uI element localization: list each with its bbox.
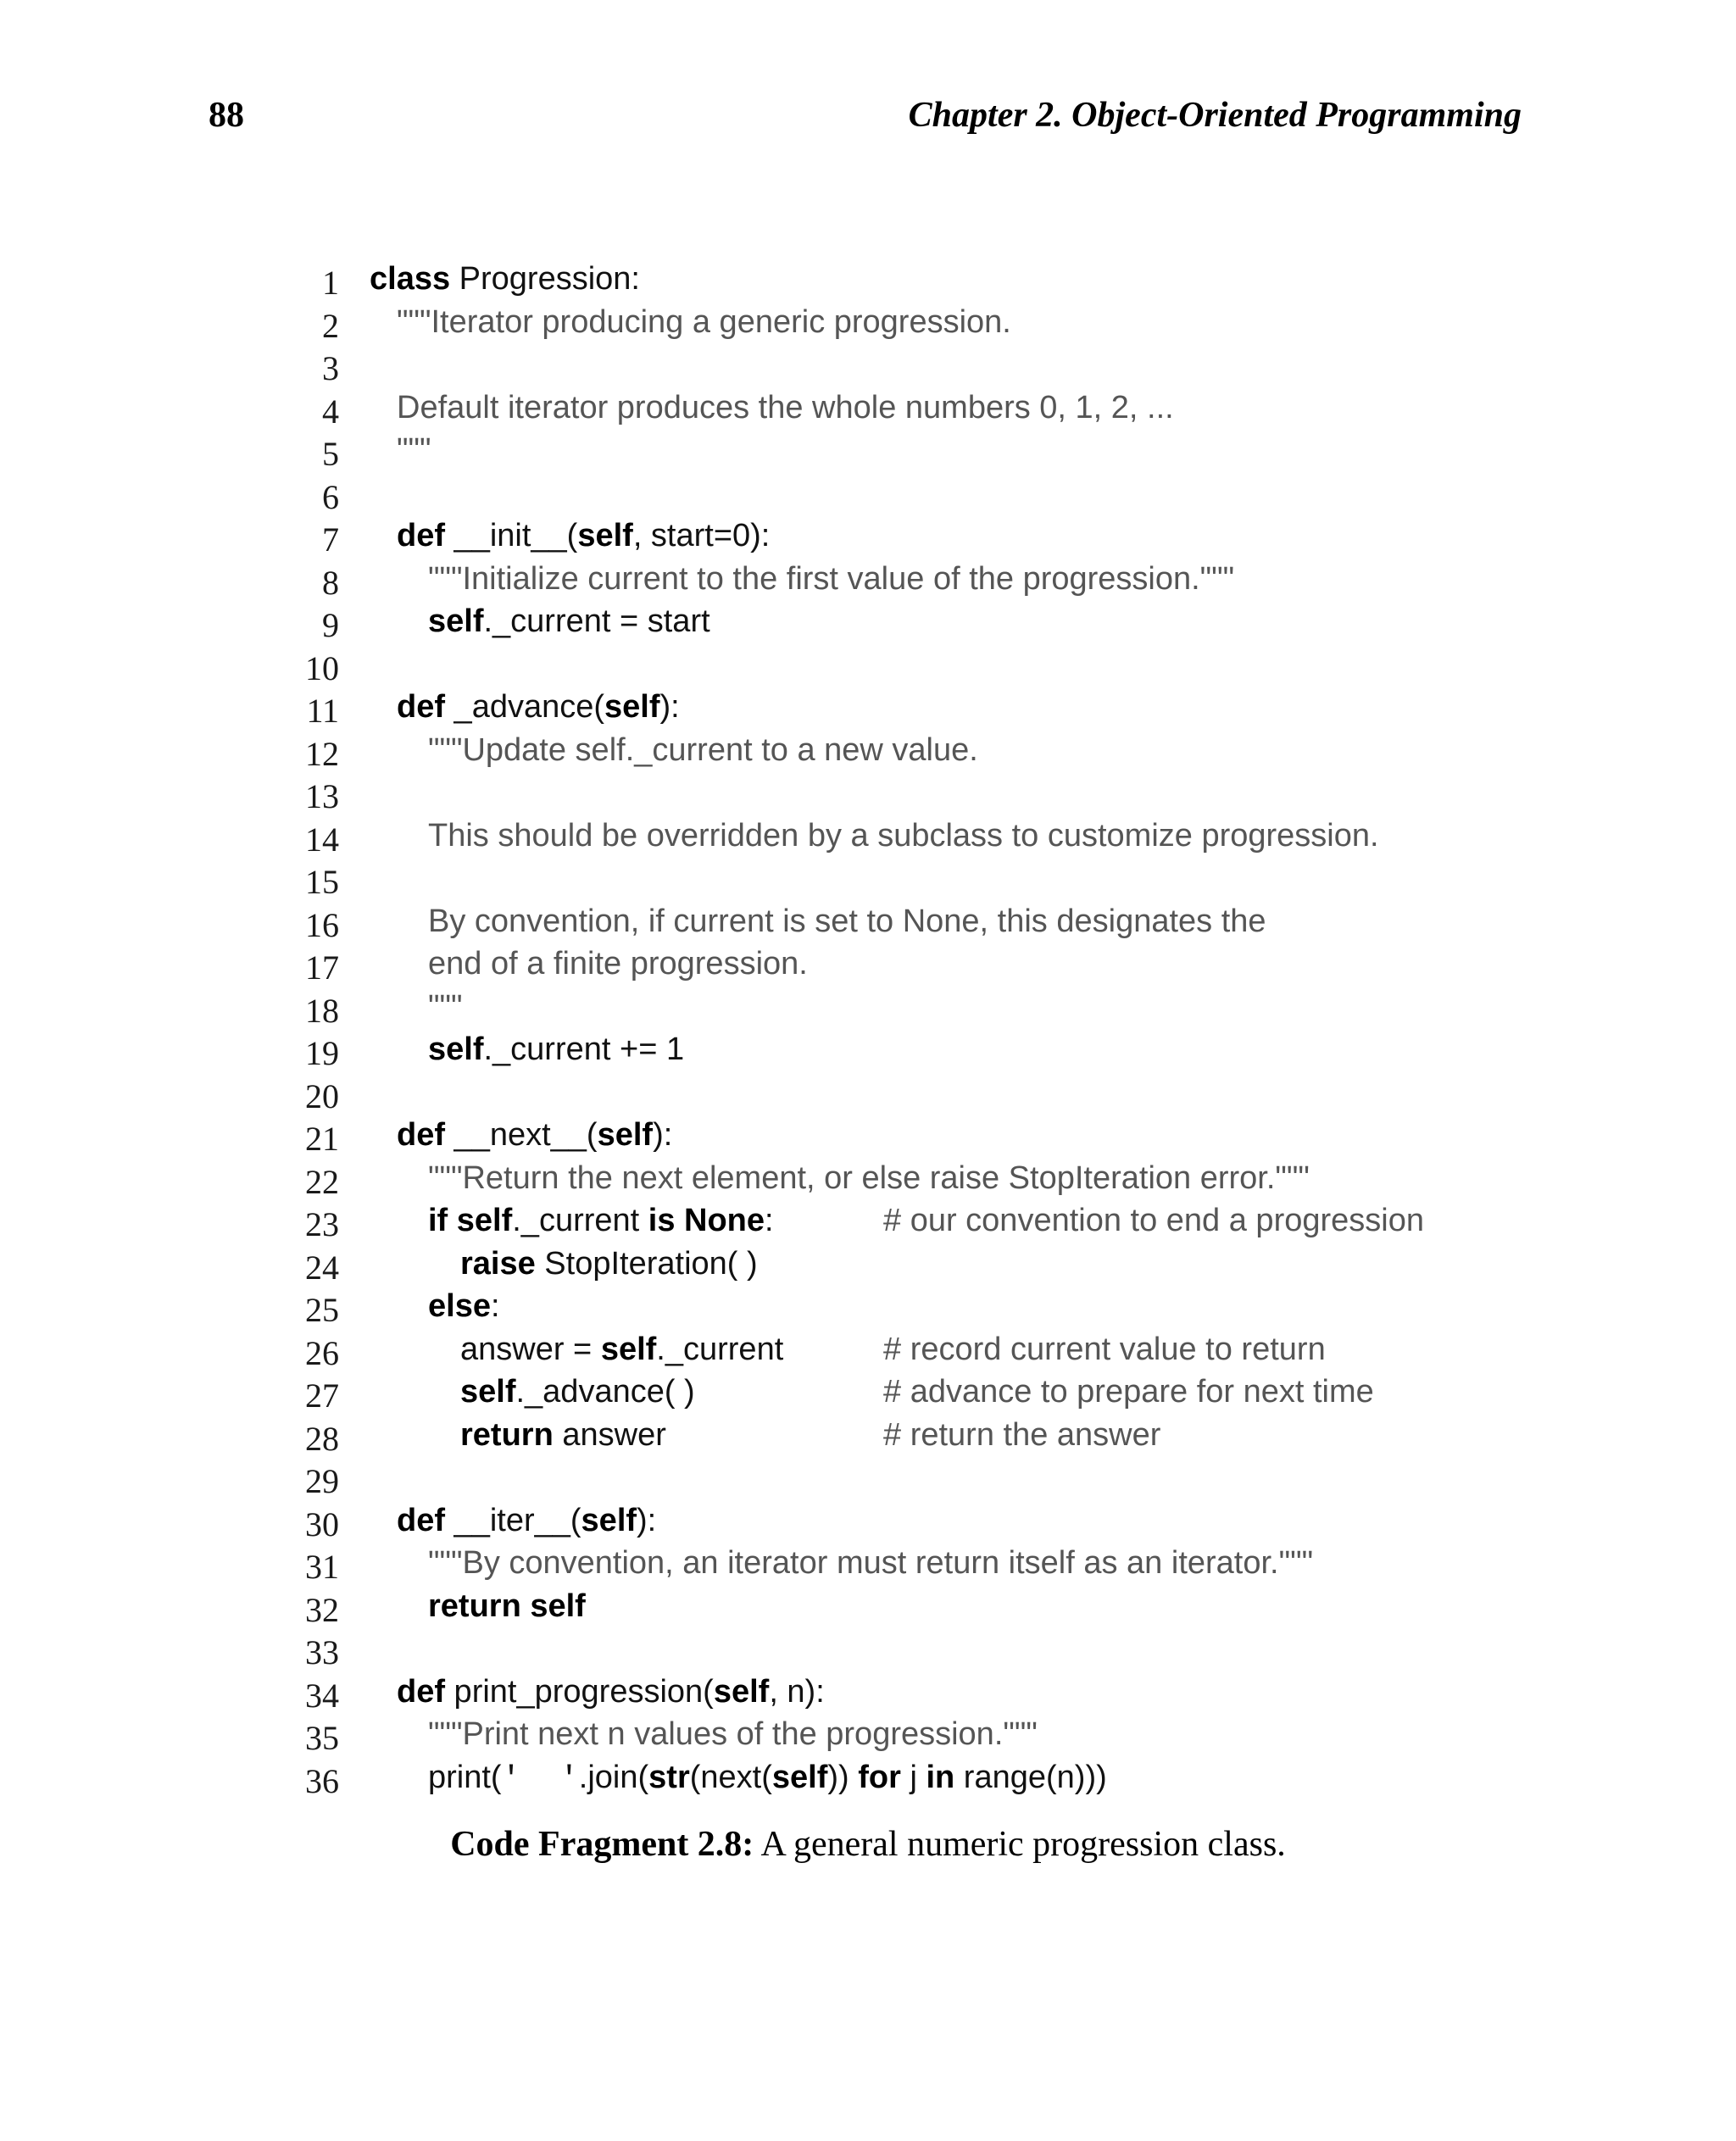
code-line (0, 1627, 1736, 1671)
code-token: __next__( (445, 1117, 598, 1153)
code-line (0, 1456, 1736, 1499)
code-line (0, 1157, 1736, 1200)
line-number: 35 (305, 1719, 339, 1757)
code-line (0, 1585, 1736, 1628)
line-number: 22 (305, 1162, 339, 1201)
code-docstring: This should be overridden by a subclass to customize progression. (428, 817, 1379, 854)
code-keyword: def (397, 518, 445, 553)
code-text (397, 304, 1011, 341)
code-docstring: end of a finite progression. (428, 946, 808, 982)
code-line (0, 1328, 1736, 1371)
line-number: 14 (305, 820, 339, 859)
code-listing (0, 258, 1736, 1799)
code-line (0, 857, 1736, 900)
code-line (0, 429, 1736, 472)
code-keyword: def (397, 1502, 445, 1538)
code-text (397, 518, 770, 554)
code-docstring: """By convention, an iterator must return itself as an iterator.""" (428, 1545, 1314, 1581)
line-number: 13 (305, 777, 339, 815)
code-text (397, 390, 1174, 426)
code-keyword: self (581, 1502, 637, 1538)
code-token: ): (637, 1502, 657, 1538)
code-line (0, 1713, 1736, 1756)
code-text (428, 1032, 684, 1068)
code-docstring: """Initialize current to the first value of the progression.""" (428, 560, 1235, 597)
code-line (0, 1243, 1736, 1286)
caption-text: A general numeric progression class. (754, 1825, 1286, 1864)
line-number: 31 (305, 1548, 339, 1586)
code-text (397, 1674, 825, 1710)
line-number: 5 (322, 435, 339, 473)
code-text (428, 946, 808, 982)
code-docstring: """Iterator producing a generic progression. (397, 303, 1011, 340)
code-token: StopIteration( ) (535, 1245, 758, 1282)
code-token: : (490, 1288, 500, 1324)
page-number: 88 (209, 96, 244, 135)
line-number: 28 (305, 1419, 339, 1458)
code-line (0, 600, 1736, 643)
code-token: answer (553, 1416, 666, 1453)
code-token: (next( (689, 1759, 772, 1795)
code-text (397, 689, 680, 726)
code-line (0, 514, 1736, 558)
line-number: 27 (305, 1376, 339, 1415)
page-header (0, 95, 1736, 146)
line-number: 36 (305, 1761, 339, 1800)
code-keyword: self (428, 603, 484, 639)
code-token: ): (659, 689, 680, 725)
line-number: 6 (322, 477, 339, 516)
code-line (0, 343, 1736, 386)
code-token: , start=0): (632, 518, 771, 553)
code-line (0, 1028, 1736, 1071)
code-token: print( (428, 1759, 502, 1795)
line-number: 20 (305, 1076, 339, 1115)
line-number: 11 (306, 692, 339, 730)
code-line (0, 1114, 1736, 1157)
line-number: 10 (305, 648, 339, 687)
code-text (428, 904, 1266, 940)
code-comment: # advance to prepare for next time (883, 1374, 1374, 1410)
code-token: )) (827, 1759, 859, 1795)
code-token: j (900, 1759, 926, 1795)
line-number: 3 (322, 349, 339, 387)
code-line (0, 1199, 1736, 1243)
code-docstring: """Return the next element, or else raise StopIteration error.""" (428, 1159, 1310, 1196)
code-line (0, 1414, 1736, 1457)
code-text (428, 1716, 1038, 1753)
code-text (397, 1117, 672, 1154)
code-docstring: """Print next n values of the progression.""" (428, 1716, 1038, 1752)
code-docstring: """ (428, 988, 463, 1025)
code-line (0, 301, 1736, 344)
code-keyword: def (397, 689, 445, 725)
code-text (460, 1374, 695, 1410)
code-keyword: self (604, 689, 660, 725)
code-text (428, 989, 462, 1026)
code-line (0, 1071, 1736, 1115)
code-line (0, 815, 1736, 858)
code-line (0, 943, 1736, 986)
code-comment: # our convention to end a progression (883, 1203, 1424, 1238)
code-token: answer = (460, 1331, 601, 1367)
line-number: 23 (305, 1205, 339, 1243)
code-line (0, 771, 1736, 815)
code-text (428, 1288, 500, 1325)
code-token: ._current = start (483, 603, 710, 639)
code-text (428, 1203, 774, 1239)
code-keyword: self (577, 518, 633, 553)
line-number: 18 (305, 991, 339, 1030)
code-keyword: if self (428, 1203, 513, 1238)
code-line (0, 1756, 1736, 1799)
code-text (460, 1417, 666, 1454)
code-token: Progression: (450, 261, 640, 297)
line-number: 21 (305, 1120, 339, 1158)
code-text (370, 261, 640, 298)
code-text (397, 1503, 656, 1539)
line-number: 30 (305, 1504, 339, 1543)
line-number: 17 (305, 948, 339, 987)
caption-label: Code Fragment 2.8: (450, 1825, 754, 1864)
code-text (428, 1545, 1313, 1582)
line-number: 9 (322, 606, 339, 644)
code-text (428, 1588, 586, 1625)
line-number: 19 (305, 1034, 339, 1072)
line-number: 8 (322, 563, 339, 602)
code-line (0, 1671, 1736, 1714)
code-line (0, 1371, 1736, 1414)
code-token: ._current (512, 1203, 648, 1238)
code-text (428, 818, 1379, 854)
line-number: 2 (322, 306, 339, 345)
code-token: __iter__( (445, 1502, 581, 1538)
code-docstring: By convention, if current is set to None, this designates the (428, 903, 1266, 939)
code-line (0, 472, 1736, 515)
code-text (397, 432, 431, 469)
code-token: ' ' (501, 1760, 579, 1798)
code-text (428, 732, 978, 769)
line-number: 15 (305, 863, 339, 901)
line-number: 34 (305, 1676, 339, 1715)
code-token: .join( (578, 1759, 649, 1795)
code-line (0, 1542, 1736, 1585)
line-number: 29 (305, 1462, 339, 1500)
code-caption (0, 1824, 1736, 1865)
code-keyword: self (771, 1759, 828, 1795)
code-token: __init__( (445, 518, 578, 553)
code-keyword: def (397, 1673, 445, 1710)
line-number: 24 (305, 1248, 339, 1287)
line-number: 12 (305, 734, 339, 773)
code-token: ._current (656, 1331, 784, 1367)
code-token: _advance( (445, 689, 605, 725)
code-keyword: self (597, 1117, 654, 1153)
code-token: ._advance( ) (515, 1374, 695, 1410)
code-line (0, 558, 1736, 601)
code-line (0, 729, 1736, 772)
code-text (428, 1160, 1310, 1197)
code-line (0, 1285, 1736, 1328)
code-keyword: self (460, 1374, 516, 1410)
line-number: 33 (305, 1633, 339, 1671)
line-number: 1 (322, 264, 339, 302)
code-line (0, 686, 1736, 729)
line-number: 25 (305, 1291, 339, 1329)
code-keyword: self (428, 1032, 484, 1067)
code-keyword: else (428, 1288, 491, 1324)
code-keyword: return (460, 1416, 554, 1453)
code-docstring: Default iterator produces the whole numbers 0, 1, 2, ... (397, 389, 1174, 425)
chapter-title: Chapter 2. Object-Oriented Programming (908, 96, 1522, 135)
code-text (460, 1332, 783, 1368)
code-docstring: """Update self._current to a new value. (428, 731, 978, 768)
line-number: 7 (322, 520, 339, 559)
code-keyword: is None (648, 1203, 765, 1238)
code-line (0, 900, 1736, 943)
code-keyword: str (648, 1759, 690, 1795)
code-line (0, 258, 1736, 301)
line-number: 32 (305, 1590, 339, 1629)
code-token: ._current += 1 (483, 1032, 685, 1067)
code-keyword: in (926, 1759, 955, 1795)
code-token: range(n))) (954, 1759, 1107, 1795)
code-text (428, 561, 1234, 598)
code-text (460, 1246, 758, 1282)
code-token: print_progression( (445, 1673, 714, 1710)
code-keyword: self (600, 1331, 657, 1367)
line-number: 4 (322, 392, 339, 431)
code-keyword: class (370, 261, 451, 297)
code-line (0, 1499, 1736, 1543)
code-keyword: self (713, 1673, 770, 1710)
code-keyword: return self (428, 1588, 586, 1624)
code-keyword: raise (460, 1245, 536, 1282)
code-token: , n): (769, 1673, 825, 1710)
code-line (0, 386, 1736, 430)
code-comment: # record current value to return (883, 1331, 1326, 1367)
code-line (0, 643, 1736, 687)
code-line (0, 986, 1736, 1029)
code-token: ): (653, 1117, 673, 1153)
code-docstring: """ (397, 432, 431, 468)
code-text (428, 603, 710, 640)
code-text (428, 1760, 1107, 1798)
line-number: 16 (305, 905, 339, 944)
code-keyword: for (858, 1759, 901, 1795)
code-token: : (765, 1203, 774, 1238)
code-keyword: def (397, 1117, 445, 1153)
code-comment: # return the answer (883, 1416, 1161, 1453)
line-number: 26 (305, 1333, 339, 1372)
